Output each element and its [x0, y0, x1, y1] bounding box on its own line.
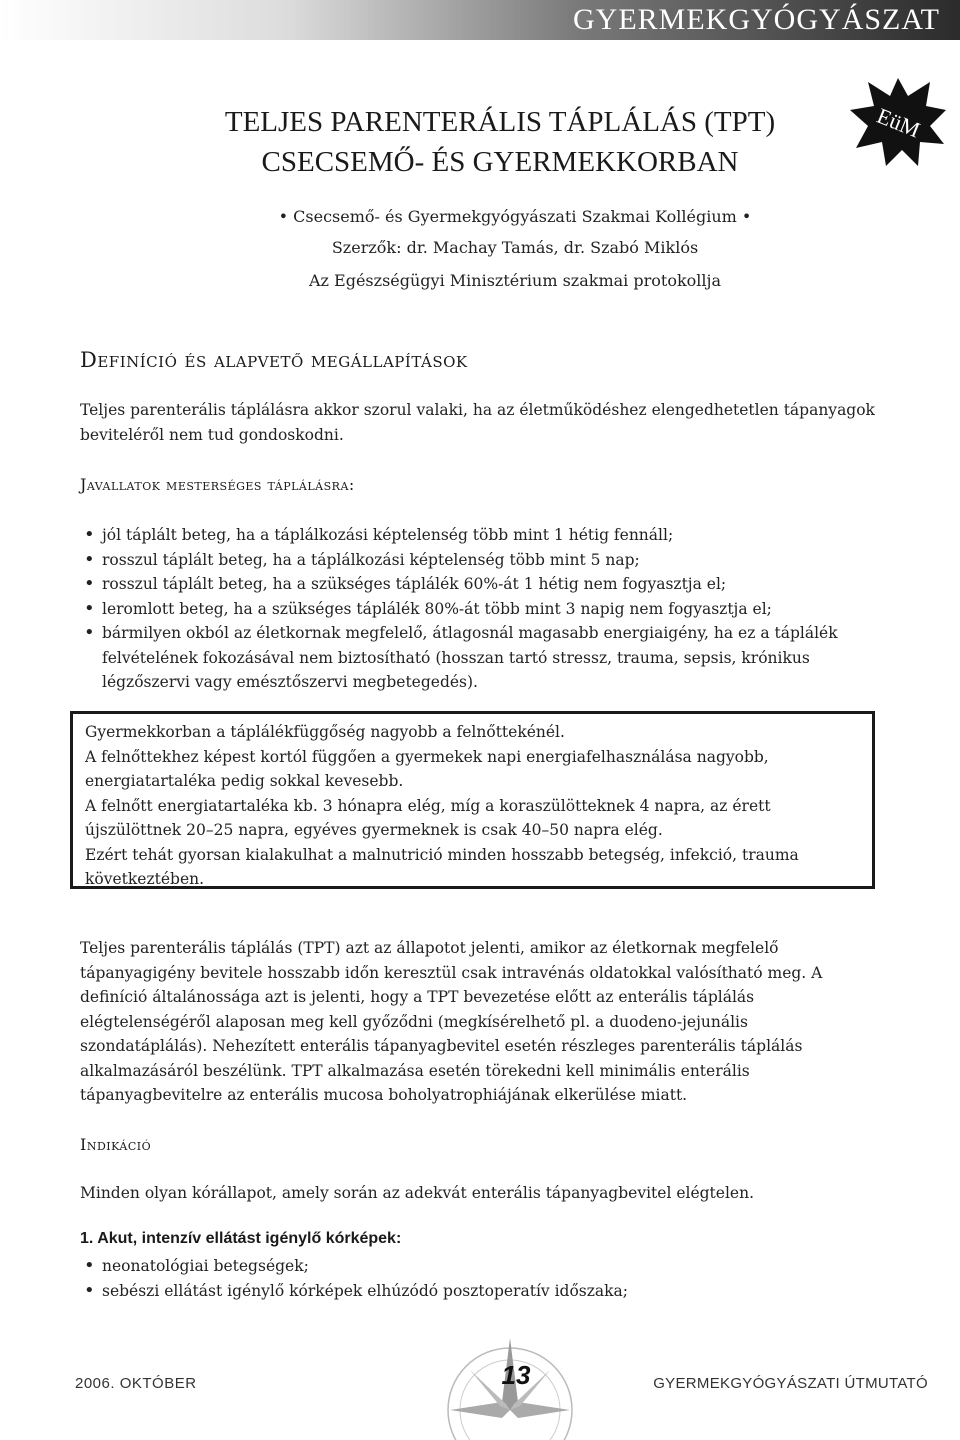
page-number: 13	[501, 1360, 531, 1390]
list-item: • jól táplált beteg, ha a táplálkozási képtelenség több mint 1 hétig fennáll;	[80, 523, 900, 548]
list-item: • leromlott beteg, ha a szükséges táplálék 80%-át több mint 3 napig nem fogyasztja el;	[80, 597, 900, 622]
tpt-paragraph: Teljes parenterális táplálás (TPT) azt az állapotot jelenti, amikor az életkornak megfelelő tápanyagigény bevitele hosszabb időn keresztül csak intravénás oldatokkal valósítható meg. A definíció általánossága azt is jelenti, hogy a TPT bevezetése előtt az enterális táplálás elégtelenségéről alaposan meg kell győződni (megkísérelhető pl. a duodeno-jejunális szondatáplálás). Nehezített enterális tápanyagbevitel esetén részleges parenterális táplálás alkalmazásáról beszélünk. TPT alkalmazása esetén törekedni kell minimális enterális tápanyagbevitelre az enterális mucosa boholyatrophiájának elkerülése miatt.	[80, 939, 823, 1104]
indication-text: Minden olyan kórállapot, amely során az adekvát enterális tápanyagbevitel elégtelen.	[80, 1184, 754, 1202]
header-bar	[0, 0, 960, 40]
footer-guide: GYERMEKGYÓGYÁSZATI ÚTMUTATÓ	[653, 1375, 928, 1392]
indications-nutrition-list	[80, 523, 900, 695]
authors-line: Szerzők: dr. Machay Tamás, dr. Szabó Miklós	[331, 238, 699, 257]
list-item: • rosszul táplált beteg, ha a táplálkozási képtelenség több mint 5 nap;	[80, 548, 900, 573]
list-item: • rosszul táplált beteg, ha a szükséges táplálék 60%-át 1 hétig nem fogyasztja el;	[80, 572, 900, 597]
box-line: Ezért tehát gyorsan kialakulhat a malnutrició minden hosszabb betegség, infekció, trauma következtében.	[85, 845, 799, 888]
list-item: • sebészi ellátást igénylő kórképek elhúzódó posztoperatív időszaka;	[80, 1279, 628, 1304]
college-text: • Csecsemő- és Gyermekgyógyászati Szakmai Kollégium •	[278, 207, 752, 226]
header-title: GYERMEKGYÓGYÁSZAT	[573, 3, 940, 36]
document-title-line2: CSECSEMŐ- ÉS GYERMEKKORBAN	[261, 146, 739, 178]
indication-heading: Indikáció	[80, 1135, 152, 1154]
highlight-box	[70, 711, 875, 889]
footer-date: 2006. OKTÓBER	[75, 1375, 197, 1392]
document-title-line1: TELJES PARENTERÁLIS TÁPLÁLÁS (TPT)	[224, 106, 776, 138]
box-line: A felnőttekhez képest kortól függően a gyermekek napi energiafelhasználása nagyobb, energiatartaléka pedig sokkal kevesebb.	[85, 747, 769, 790]
acute-list	[80, 1254, 628, 1303]
badge-label: EüM	[873, 102, 924, 143]
protocol-line: Az Egészségügyi Minisztérium szakmai protokollja	[308, 271, 722, 290]
definition-text: Teljes parenterális táplálásra akkor szorul valaki, ha az életműködéshez elengedhetetlen tápanyagok beviteléről nem tud gondoskodni.	[80, 401, 875, 444]
eum-star-badge	[848, 76, 948, 168]
definition-heading: Definíció és alapvető megállapítások	[80, 348, 468, 372]
college-line	[0, 207, 960, 226]
list-item: • bármilyen okból az életkornak megfelelő, átlagosnál magasabb energiaigény, ha ez a táplálék felvételének fokozásával nem biztosítható (hosszan tartó stressz, trauma, sepsis, krónikus légzőszervi vagy emésztőszervi megbetegedés).	[80, 621, 900, 695]
list-item: • neonatológiai betegségek;	[80, 1254, 628, 1279]
indications-nutrition-heading: Javallatok mesterséges táplálásra:	[80, 475, 355, 494]
box-line: A felnőtt energiatartaléka kb. 3 hónapra elég, míg a koraszülötteknek 4 napra, az érett újszülöttnek 20–25 napra, egyéves gyermeknek is csak 40–50 napra elég.	[85, 796, 771, 839]
acute-list-title: 1. Akut, intenzív ellátást igénylő kórképek:	[80, 1230, 402, 1247]
box-line: Gyermekkorban a táplálékfüggőség nagyobb a felnőttekénél.	[85, 723, 565, 741]
